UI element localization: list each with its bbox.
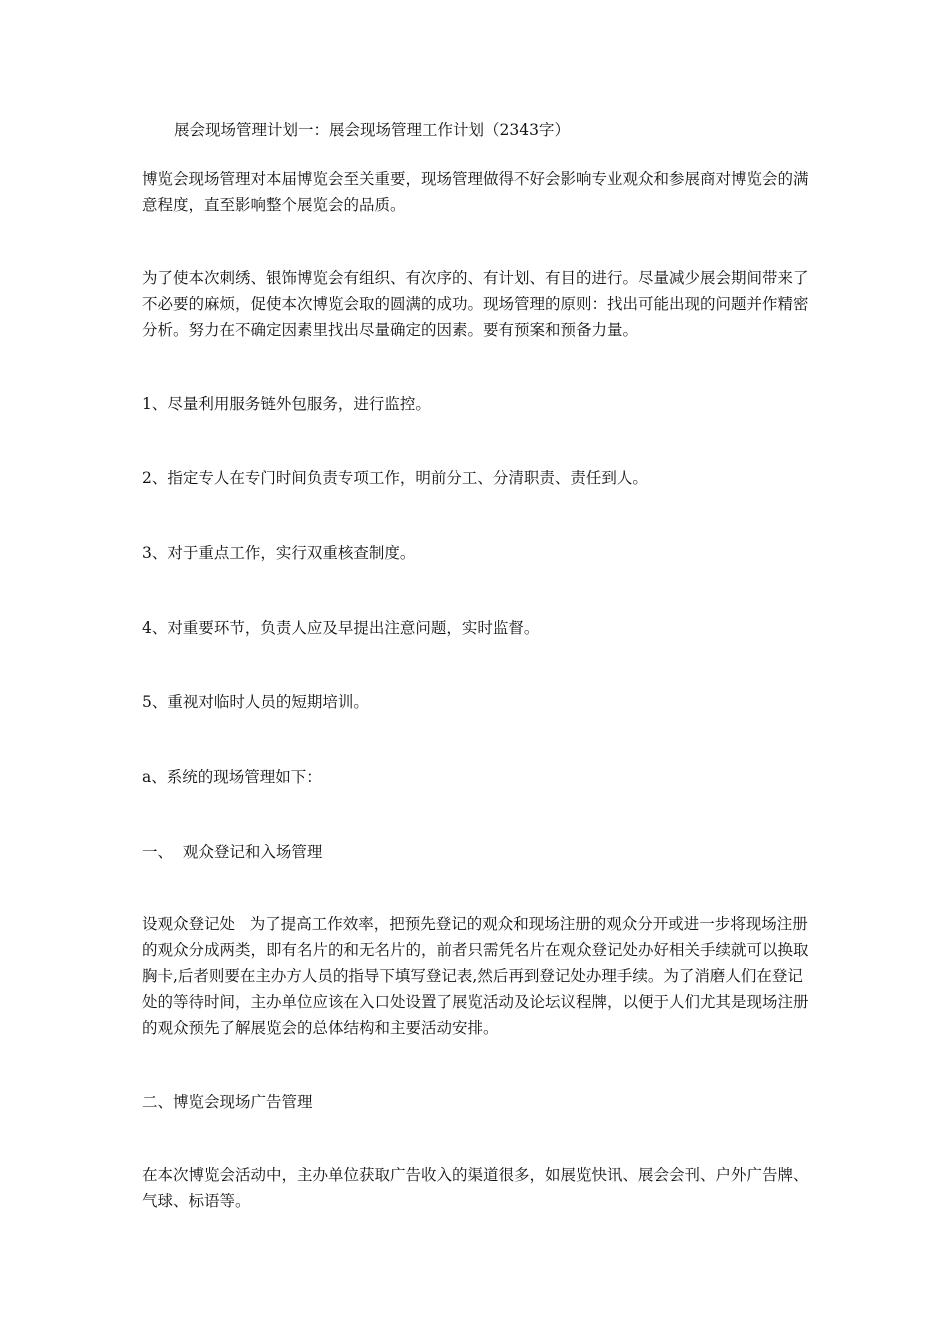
- document-title: 展会现场管理计划一：展会现场管理工作计划（2343字）: [174, 121, 570, 139]
- paragraph-registration: 设观众登记处 为了提高工作效率，把预先登记的观众和现场注册的观众分开或进一步将现场注册的观众分成两类，即有名片的和无名片的，前者只需凭名片在观众登记处办好相关手续就可以换取胸卡,后者则要在主办方人员的指导下填写登记表,然后再到登记处办理手续。为了消磨人们在登记处的等待时间，主办单位应该在入口处设置了展览活动及论坛议程牌，以便于人们尤其是现场注册的观众预先了解展览会的总体结构和主要活动安排。: [142, 915, 809, 1037]
- section-heading-1: 一、 观众登记和入场管理: [142, 843, 323, 861]
- section-heading-2: 二、博览会现场广告管理: [142, 1093, 313, 1111]
- list-item-5: 5、重视对临时人员的短期培训。: [142, 693, 369, 711]
- paragraph-intro: 博览会现场管理对本届博览会至关重要，现场管理做得不好会影响专业观众和参展商对博览会的满意程度，直至影响整个展览会的品质。: [142, 170, 809, 214]
- paragraph-advertising: 在本次博览会活动中，主办单位获取广告收入的渠道很多，如展览快讯、展会会刊、户外广告牌、气球、标语等。: [142, 1166, 809, 1210]
- paragraph-principles: 为了使本次刺绣、银饰博览会有组织、有次序的、有计划、有目的进行。尽量减少展会期间带来了不必要的麻烦，促使本次博览会取的圆满的成功。现场管理的原则：找出可能出现的问题并作精密分析。努力在不确定因素里找出尽量确定的因素。要有预案和预备力量。: [142, 269, 809, 339]
- section-intro: a、系统的现场管理如下：: [142, 768, 322, 786]
- list-item-1: 1、尽量利用服务链外包服务，进行监控。: [142, 395, 431, 413]
- list-item-2: 2、指定专人在专门时间负责专项工作，明前分工、分清职责、责任到人。: [142, 469, 648, 487]
- list-item-3: 3、对于重点工作，实行双重核查制度。: [142, 544, 416, 562]
- list-item-4: 4、对重要环节，负责人应及早提出注意问题，实时监督。: [142, 619, 540, 637]
